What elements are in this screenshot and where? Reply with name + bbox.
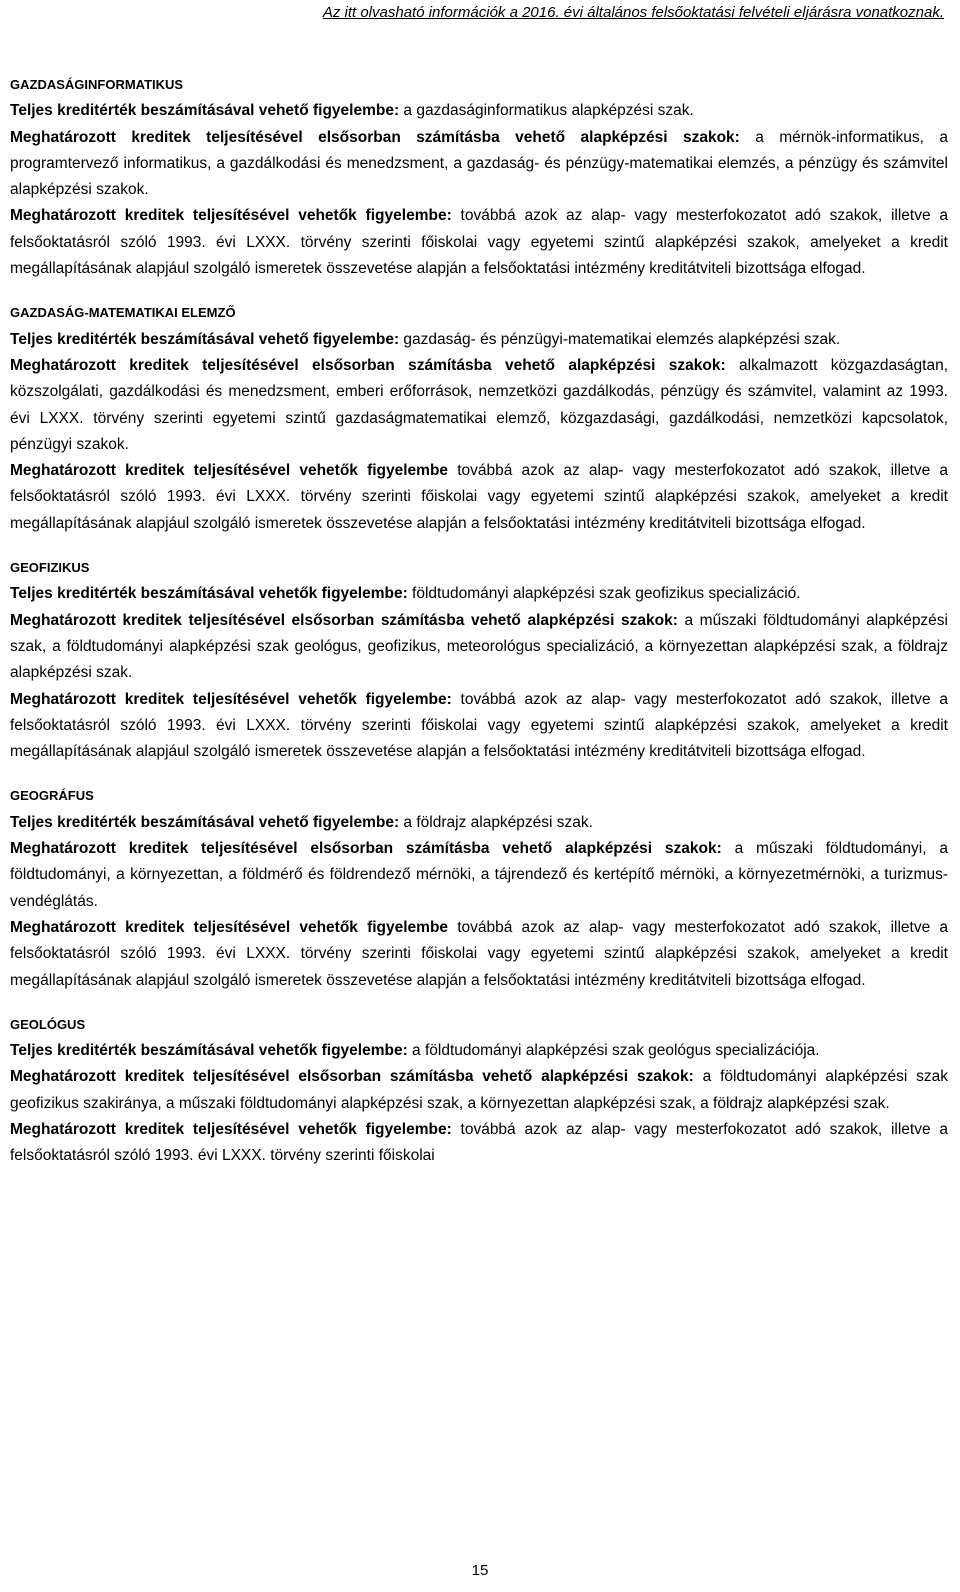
paragraph-label: Meghatározott kreditek teljesítésével vehetők figyelembe:	[10, 690, 452, 708]
paragraph-label: Meghatározott kreditek teljesítésével vehetők figyelembe:	[10, 207, 452, 225]
section-gazdasaginformatikus	[10, 72, 948, 282]
paragraph-label: Teljes kreditérték beszámításával vehető figyelembe:	[10, 813, 400, 831]
paragraph-label: Teljes kreditérték beszámításával vehetők figyelembe:	[10, 585, 408, 603]
paragraph-label: Meghatározott kreditek teljesítésével vehetők figyelembe	[10, 462, 449, 480]
paragraph-label: Meghatározott kreditek teljesítésével elsősorban számításba vehető alapképzési szakok:	[10, 128, 740, 146]
paragraph-label: Meghatározott kreditek teljesítésével elsősorban számításba vehető alapképzési szakok:	[10, 840, 722, 858]
paragraph-label: Teljes kreditérték beszámításával vehetők figyelembe:	[10, 1042, 408, 1060]
paragraph-text: a földtudományi alapképzési szak geofizikus szakiránya, a műszaki földtudományi alapképzési szak, a környezettan alapképzési szak, a földrajz alapképzési szak.	[10, 1068, 948, 1112]
document-body	[10, 72, 948, 1170]
paragraph-text: a műszaki földtudományi alapképzési szak, a földtudományi alapképzési szak geológus, geofizikus, meteorológus specializáció, a környezettan alapképzési szak, a földrajz alapképzési szak.	[10, 611, 949, 682]
paragraph	[10, 608, 948, 687]
section-title: GAZDASÁGINFORMATIKUS	[10, 77, 184, 92]
paragraph-text: továbbá azok az alap- vagy mesterfokozatot adó szakok, illetve a felsőoktatásról szóló 1993. évi LXXX. törvény szerinti főiskolai vagy egyetemi szintű alapképzési szakok, amelyeket a kredit megállapításának alapjául szolgáló ismeretek összevetése alapján a felsőoktatási intézmény kreditátviteli bizottsága elfogad.	[10, 690, 948, 761]
paragraph	[10, 458, 948, 537]
paragraph	[10, 1064, 948, 1117]
paragraph-text: továbbá azok az alap- vagy mesterfokozatot adó szakok, illetve a felsőoktatásról szóló 1993. évi LXXX. törvény szerinti főiskolai	[10, 1120, 948, 1165]
paragraph-label: Meghatározott kreditek teljesítésével elsősorban számításba vehető alapképzési szakok:	[10, 1068, 694, 1086]
page-number: 15	[471, 1562, 489, 1579]
section-title: GEOGRÁFUS	[10, 788, 94, 804]
paragraph-label: Teljes kreditérték beszámításával vehető figyelembe:	[10, 330, 400, 348]
paragraph	[10, 125, 948, 204]
paragraph	[10, 1117, 948, 1170]
page-header-notice: Az itt olvasható információk a 2016. évi általános felsőoktatási felvételi eljárásra vonatkoznak.	[322, 4, 944, 21]
section-title: GEOLÓGUS	[10, 1016, 86, 1032]
section-title: GEOFIZIKUS	[10, 560, 90, 576]
paragraph-text: továbbá azok az alap- vagy mesterfokozatot adó szakok, illetve a felsőoktatásról szóló 1993. évi LXXX. törvény szerinti főiskolai vagy egyetemi szintű alapképzési szakok, amelyeket a kredit megállapításának alapjául szolgáló ismeretek összevetése alapján a felsőoktatási intézmény kreditátviteli bizottsága elfogad.	[10, 207, 948, 278]
paragraph-text: továbbá azok az alap- vagy mesterfokozatot adó szakok, illetve a felsőoktatásról szóló 1993. évi LXXX. törvény szerinti főiskolai vagy egyetemi szintű alapképzési szakok, amelyeket a kredit megállapításának alapjául szolgáló ismeretek összevetése alapján a felsőoktatási intézmény kreditátviteli bizottsága elfogad.	[10, 462, 948, 532]
paragraph-text: gazdaság- és pénzügyi-matematikai elemzés alapképzési szak.	[399, 330, 841, 348]
paragraph-label: Meghatározott kreditek teljesítésével elsősorban számításba vehető alapképzési szakok:	[10, 611, 678, 629]
paragraph	[10, 1038, 948, 1064]
paragraph-label: Meghatározott kreditek teljesítésével vehetők figyelembe:	[10, 1120, 452, 1138]
paragraph	[10, 836, 948, 915]
paragraph	[10, 327, 948, 353]
paragraph-text: alkalmazott közgazdaságtan, közszolgálati, gazdálkodási és menedzsment, emberi erőforrások, nemzetközi gazdálkodás, pénzügy és számvitel, valamint az 1993. évi LXXX. törvény szerinti egyetemi szintű gazdaságmatematikai elemző, közgazdasági, gazdálkodási, nemzetközi kapcsolatok, pénzügyi szakok.	[10, 356, 949, 453]
paragraph	[10, 810, 948, 836]
paragraph	[10, 203, 948, 282]
section-geologus	[10, 1012, 948, 1170]
section-geofizikus	[10, 555, 948, 765]
paragraph-text: a gazdaságinformatikus alapképzési szak.	[399, 102, 694, 120]
paragraph-text: továbbá azok az alap- vagy mesterfokozatot adó szakok, illetve a felsőoktatásról szóló 1993. évi LXXX. törvény szerinti főiskolai vagy egyetemi szintű alapképzési szakok, amelyeket a kredit megállapításának alapjául szolgáló ismeretek összevetése alapján a felsőoktatási intézmény kreditátviteli bizottsága elfogad.	[10, 918, 948, 989]
paragraph-label: Teljes kreditérték beszámításával vehető figyelembe:	[10, 102, 400, 120]
paragraph-label: Meghatározott kreditek teljesítésével vehetők figyelembe	[10, 918, 449, 936]
section-geografus	[10, 783, 948, 993]
paragraph-text: földtudományi alapképzési szak geofizikus specializáció.	[407, 585, 801, 603]
section-gazdasag-matematikai-elemzo	[10, 300, 948, 537]
paragraph	[10, 353, 948, 458]
paragraph	[10, 687, 948, 766]
paragraph-text: a földrajz alapképzési szak.	[399, 813, 593, 831]
paragraph-text: a földtudományi alapképzési szak geológus specializációja.	[407, 1042, 820, 1060]
paragraph-text: a mérnök-informatikus, a programtervező informatikus, a gazdálkodási és menedzsment, a gazdaság- és pénzügy-matematikai elemzés, a pénzügy és számvitel alapképzési szakok.	[10, 128, 948, 199]
section-title: GAZDASÁG-MATEMATIKAI ELEMZŐ	[10, 305, 236, 321]
paragraph	[10, 915, 948, 994]
paragraph-text: a műszaki földtudományi, a földtudományi, a környezettan, a földmérő és földrendező mérnöki, a tájrendező és kertépítő mérnöki, a környezetmérnöki, a turizmus-vendéglátás.	[10, 840, 948, 910]
paragraph-label: Meghatározott kreditek teljesítésével elsősorban számításba vehető alapképzési szakok:	[10, 356, 726, 374]
paragraph	[10, 98, 948, 124]
paragraph	[10, 581, 948, 607]
